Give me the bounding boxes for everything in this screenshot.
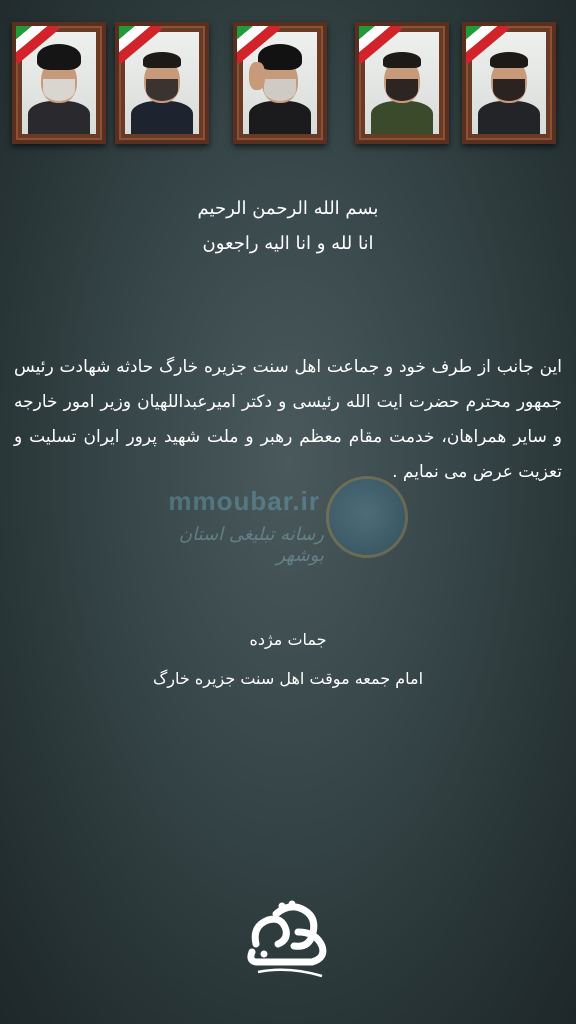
- condolence-message: این جانب از طرف خود و جماعت اهل سنت جزیره خارگ حادثه شهادت رئیس جمهور محترم حضرت ایت الله رئیسی و دکتر امیرعبداللهیان وزیر امور خارجه و سایر همراهان، خدمت مقام معظم رهبر و ملت شهید پرور ایران تسلیت و تعزیت عرض می نمایم .: [14, 357, 562, 482]
- inna-lillah-heading: انا لله و انا الیه راجعون: [202, 233, 374, 254]
- signature-name: جمات مژده: [249, 630, 327, 649]
- portrait-cleric-black-turban: [12, 22, 106, 144]
- portrait-man-military-uniform: [355, 22, 449, 144]
- portrait-man-suit: [115, 22, 209, 144]
- basmala-heading: بسم الله الرحمن الرحیم: [197, 198, 379, 219]
- portrait-young-man-suit: [462, 22, 556, 144]
- portrait-cleric-waving: [233, 22, 327, 144]
- portrait-row: [12, 22, 564, 148]
- logo-graphic: [238, 896, 338, 988]
- waving-hand: [249, 62, 265, 90]
- signature-title: امام جمعه موقت اهل سنت جزیره خارگ: [152, 669, 424, 688]
- watermark-subtitle: رسانه تبلیغی استان بوشهر: [178, 524, 324, 566]
- watermark: [168, 476, 408, 576]
- watermark-brand: mmoubar.ir: [168, 486, 320, 516]
- nehzat-logo-icon: [238, 896, 338, 988]
